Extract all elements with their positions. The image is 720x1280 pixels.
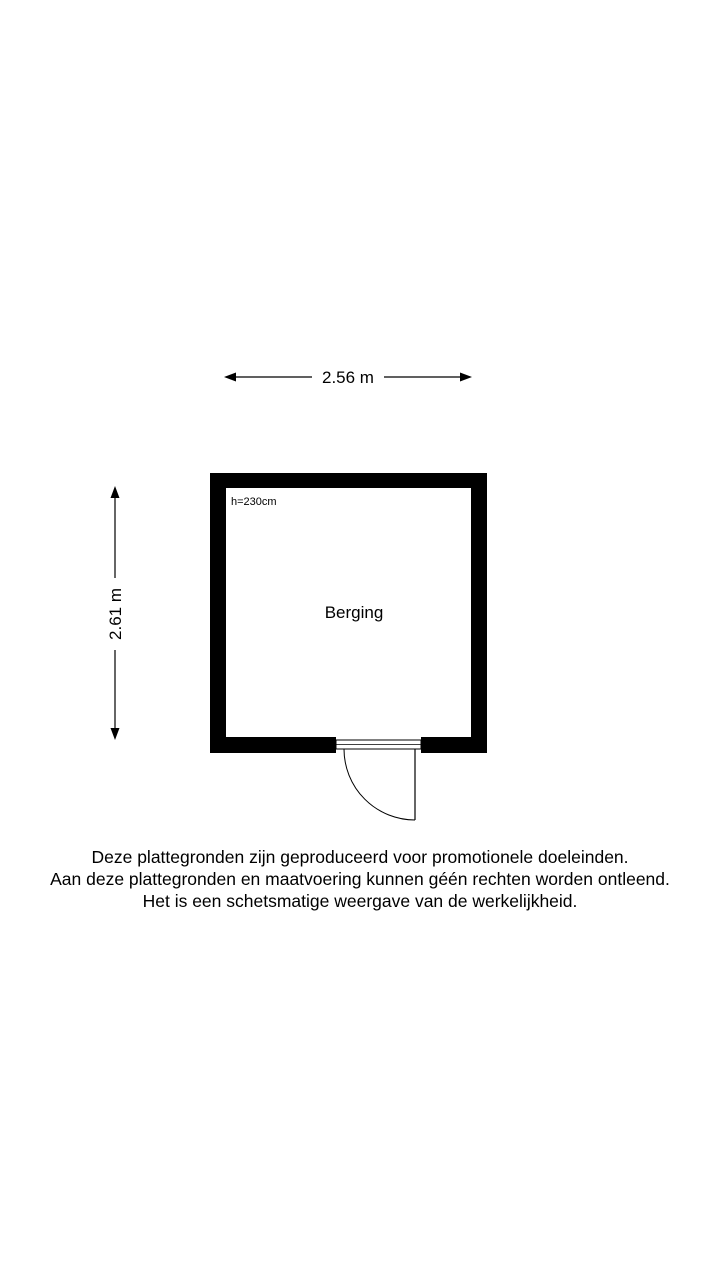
arrow-up-icon: [111, 486, 120, 498]
wall-bottom-right: [421, 737, 487, 753]
wall-top: [210, 473, 487, 488]
wall-left: [210, 473, 226, 753]
room-name-label: Berging: [324, 603, 384, 622]
wall-right: [471, 473, 487, 753]
ceiling-height-label: h=230cm: [231, 496, 277, 508]
wall-bottom-left: [210, 737, 336, 753]
width-dimension: [224, 368, 472, 387]
disclaimer-line-3: Het is een schetsmatige weergave van de werkelijkheid.: [142, 891, 578, 911]
arrow-down-icon: [111, 728, 120, 740]
door-swing-arc: [344, 749, 415, 820]
arrow-right-icon: [460, 373, 472, 382]
arrow-left-icon: [224, 373, 236, 382]
height-dimension-label: 2.61 m: [106, 588, 125, 640]
disclaimer-line-2: Aan deze plattegronden en maatvoering kunnen géén rechten worden ontleend.: [50, 869, 670, 889]
door: [336, 740, 421, 820]
disclaimer-line-1: Deze plattegronden zijn geproduceerd voor promotionele doeleinden.: [91, 847, 629, 867]
height-dimension: [106, 486, 125, 740]
width-dimension-label: 2.56 m: [322, 368, 374, 387]
disclaimer: [0, 846, 720, 912]
